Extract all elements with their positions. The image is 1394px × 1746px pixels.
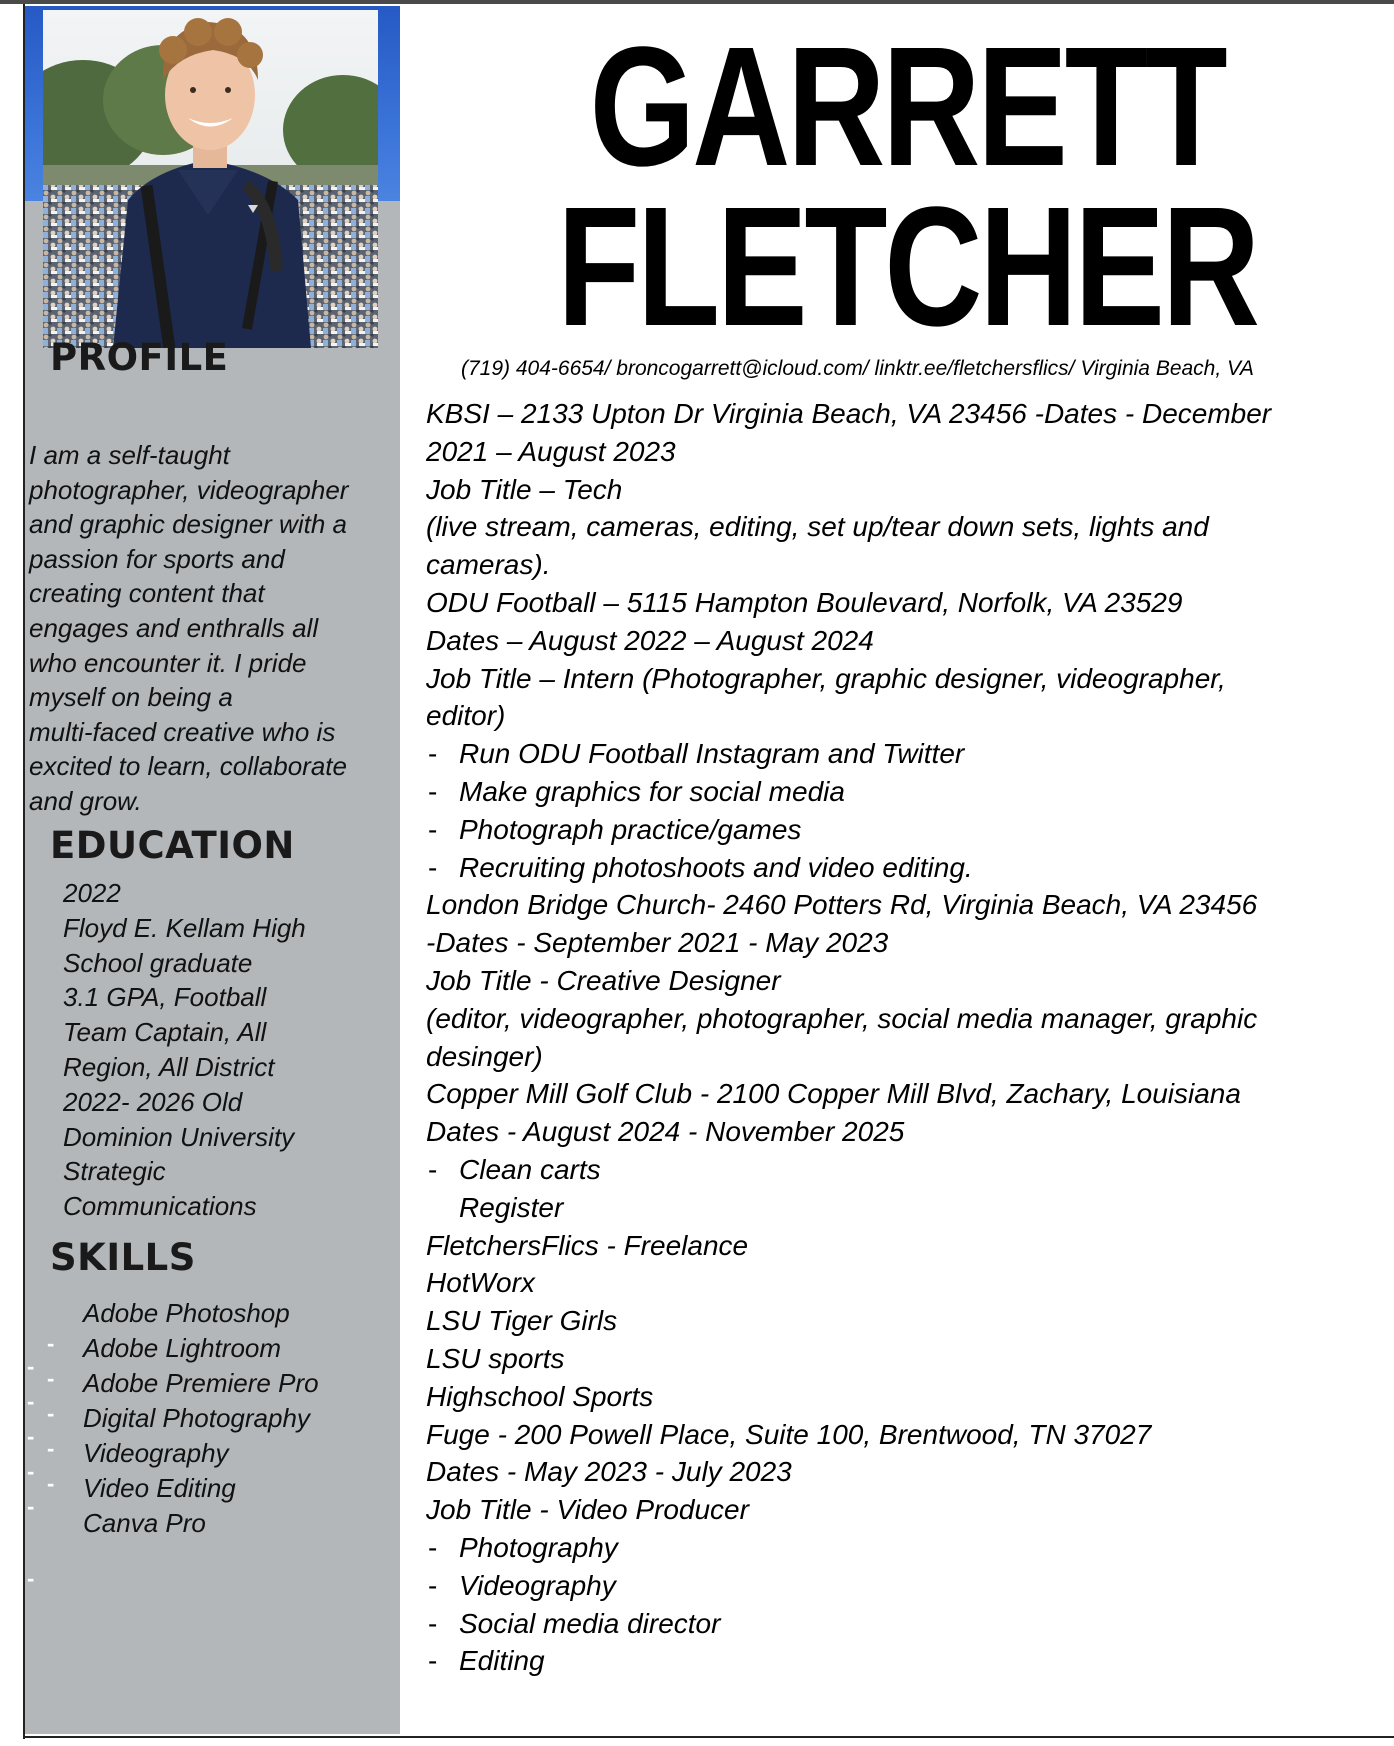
profile-heading: PROFILE [50, 336, 229, 379]
experience-line: cameras). [426, 549, 551, 581]
skill-item: Videography [83, 1438, 229, 1468]
education-line: Region, All District [63, 1051, 275, 1082]
skill-dash-mark: - [27, 1459, 35, 1484]
profile-summary [29, 438, 401, 819]
experience-line: editor) [426, 700, 506, 732]
experience-line: -Dates - September 2021 - May 2023 [426, 927, 889, 959]
skill-dash-mark: - [27, 1494, 35, 1519]
experience-line: Register [459, 1191, 564, 1223]
experience-line: Dates - August 2024 - November 2025 [426, 1116, 905, 1148]
education-line: 3.1 GPA, Football [63, 982, 267, 1013]
experience-line: Job Title - Video Producer [426, 1494, 749, 1526]
skill-dash-mark: - [27, 1566, 35, 1591]
profile-photo [43, 10, 378, 348]
experience-bullet-item: - Photography [426, 1529, 1386, 1567]
experience-line: Job Title - Creative Designer [426, 964, 781, 996]
skill-item: Adobe Premiere Pro [83, 1368, 319, 1398]
experience-line: London Bridge Church- 2460 Potters Rd, Virginia Beach, VA 23456 [426, 889, 1258, 921]
skill-dash-mark: - [47, 1366, 55, 1391]
experience-line: LSU sports [426, 1342, 565, 1374]
education-line: Strategic [63, 1156, 166, 1187]
education-list [63, 876, 306, 1224]
name-first: GARRETT [589, 12, 1225, 202]
skills-heading: SKILLS [50, 1236, 196, 1279]
education-line: School graduate [63, 947, 253, 978]
skill-dash-mark: - [47, 1471, 55, 1496]
experience-line: desinger) [426, 1040, 543, 1072]
profile-line: who encounter it. I pride [29, 647, 307, 678]
skill-dash-mark: - [27, 1424, 35, 1449]
experience-bullet-item: - Run ODU Football Instagram and Twitter [426, 735, 1386, 773]
experience-line: Dates - May 2023 - July 2023 [426, 1456, 792, 1488]
skill-dash-mark: - [27, 1389, 35, 1414]
experience-list [426, 395, 1386, 1680]
experience-line: Dates – August 2022 – August 2024 [426, 624, 874, 656]
experience-line: Job Title – Tech [426, 473, 623, 505]
name-last: FLETCHER [557, 172, 1257, 362]
experience-bullet-item: - Editing [426, 1642, 1386, 1680]
experience-line: (editor, videographer, photographer, social media manager, graphic [426, 1002, 1258, 1034]
experience-line: LSU Tiger Girls [426, 1305, 618, 1337]
skill-dash-mark: - [47, 1401, 55, 1426]
education-line: Dominion University [63, 1121, 295, 1152]
education-heading: EDUCATION [50, 824, 295, 867]
experience-bullet-item: - Clean carts [426, 1151, 1386, 1189]
experience-bullet-item: - Social media director [426, 1605, 1386, 1643]
profile-line: and graphic designer with a [29, 509, 347, 540]
skill-item: Adobe Photoshop [83, 1298, 290, 1328]
education-line: Team Captain, All [63, 1017, 267, 1048]
experience-line: Copper Mill Golf Club - 2100 Copper Mill Blvd, Zachary, Louisiana [426, 1078, 1241, 1110]
profile-line: creating content that [29, 578, 265, 609]
education-line: 2022- 2026 Old [63, 1086, 243, 1117]
skill-dash-mark: - [27, 1354, 35, 1379]
experience-line: ODU Football – 5115 Hampton Boulevard, Norfolk, VA 23529 [426, 586, 1183, 618]
skills-list [83, 1296, 319, 1541]
experience-line: Job Title – Intern (Photographer, graphic designer, videographer, [426, 662, 1226, 694]
education-line: Communications [63, 1191, 257, 1222]
skill-item: Video Editing [83, 1473, 236, 1503]
top-border [0, 0, 1394, 4]
experience-line: 2021 – August 2023 [426, 435, 676, 467]
skill-dash-mark: - [47, 1331, 55, 1356]
profile-line: passion for sports and [29, 543, 285, 574]
experience-line: (live stream, cameras, editing, set up/tear down sets, lights and [426, 511, 1209, 543]
profile-line: photographer, videographer [29, 474, 349, 505]
bottom-border [23, 1736, 1394, 1738]
skill-item: Canva Pro [83, 1508, 206, 1538]
experience-line: Fuge - 200 Powell Place, Suite 100, Brentwood, TN 37027 [426, 1418, 1152, 1450]
experience-bullet-item: - Videography [426, 1567, 1386, 1605]
experience-line: KBSI – 2133 Upton Dr Virginia Beach, VA 23456 -Dates - December [426, 398, 1272, 429]
profile-line: multi-faced creative who is [29, 716, 336, 747]
experience-bullet-item: - Make graphics for social media [426, 773, 1386, 811]
profile-line: excited to learn, collaborate [29, 751, 347, 782]
sidebar [25, 6, 400, 1734]
education-line: 2022 [63, 878, 121, 908]
experience-line: FletchersFlics - Freelance [426, 1229, 749, 1261]
portrait-image [43, 10, 378, 348]
skill-dash-mark: - [47, 1436, 55, 1461]
education-line: Floyd E. Kellam High [63, 912, 306, 943]
experience-line: Highschool Sports [426, 1380, 654, 1412]
experience-line: HotWorx [426, 1267, 535, 1299]
profile-line: engages and enthralls all [29, 612, 319, 643]
profile-line: I am a self-taught [29, 440, 230, 470]
profile-line: and grow. [29, 785, 142, 816]
skill-item: Adobe Lightroom [83, 1333, 282, 1363]
experience-bullet-item: - Recruiting photoshoots and video editing. [426, 849, 1386, 887]
skill-item: Digital Photography [83, 1403, 310, 1433]
profile-line: myself on being a [29, 682, 233, 713]
contact-line: (719) 404-6654/ broncogarrett@icloud.com/ linktr.ee/fletchersflics/ Virginia Beach, VA [461, 357, 1254, 380]
experience-bullet-item: - Photograph practice/games [426, 811, 1386, 849]
